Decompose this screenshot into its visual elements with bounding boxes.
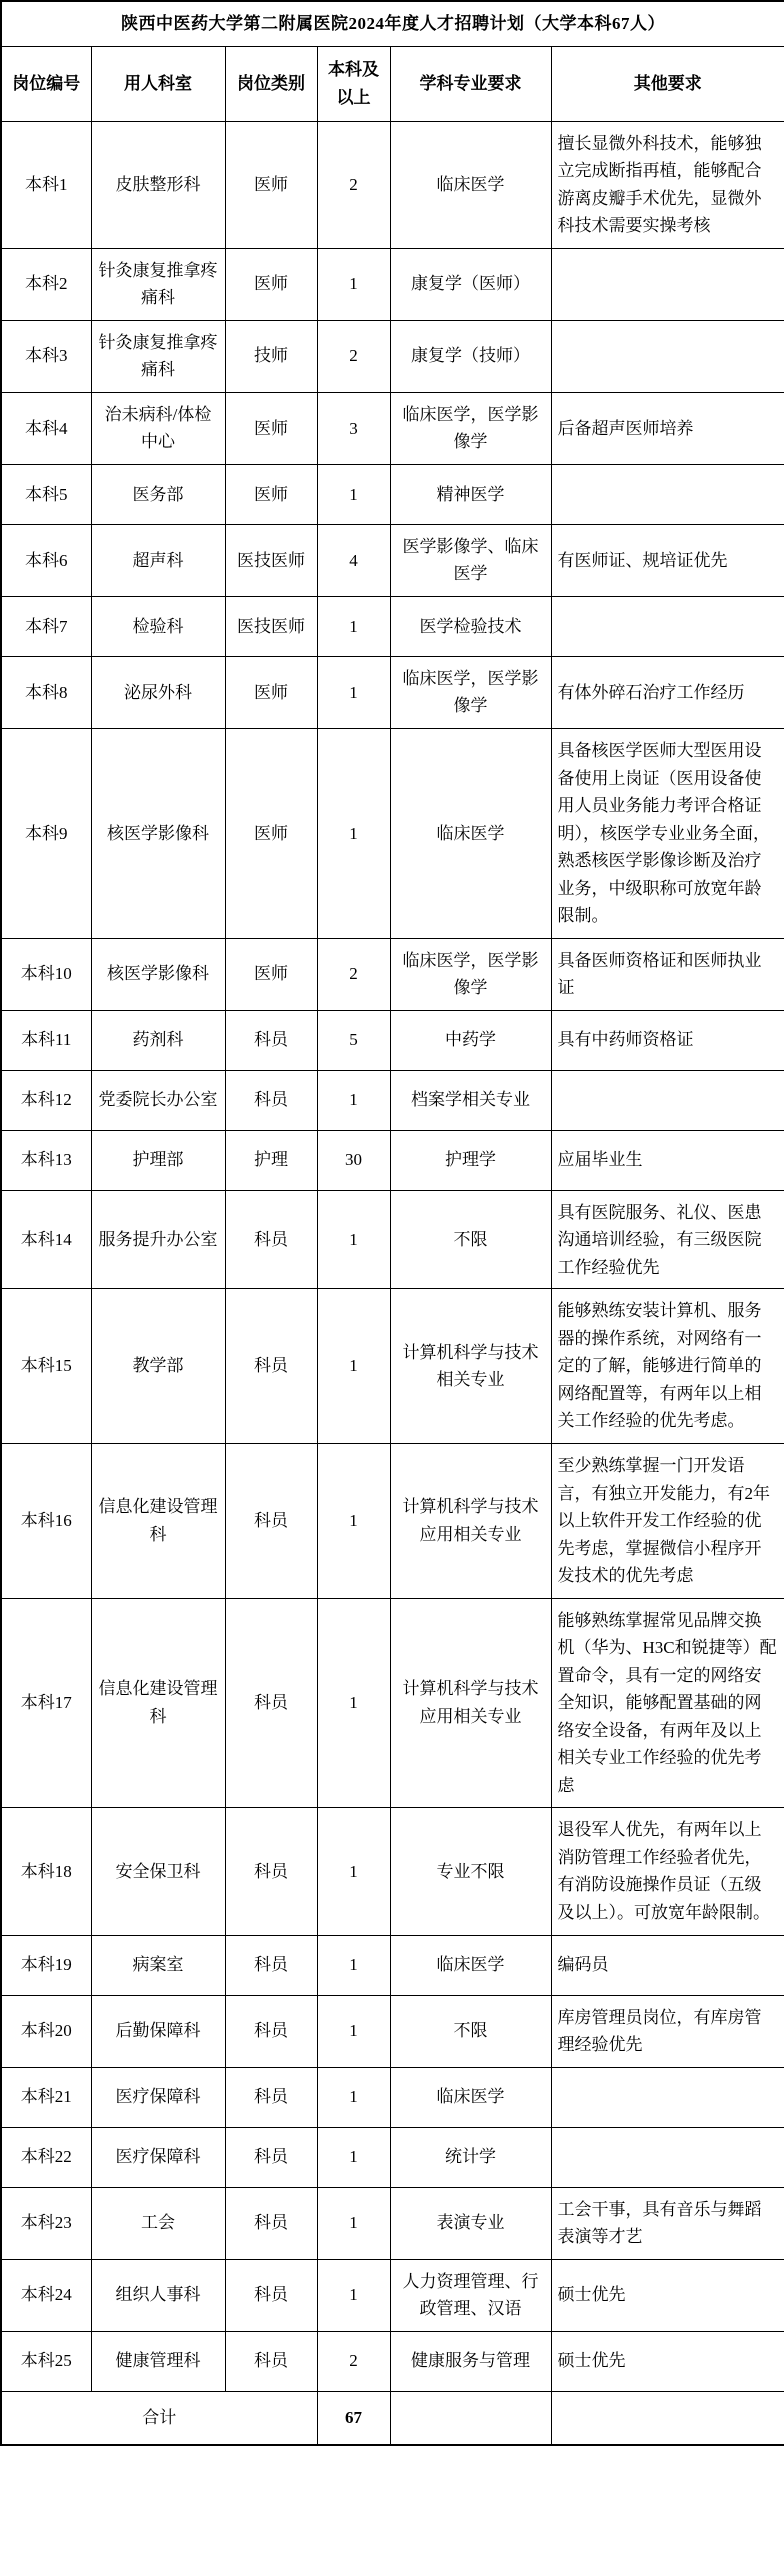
cell-major: 临床医学，医学影像学 [390, 656, 551, 728]
table-row [1, 1995, 784, 2067]
cell-category: 医师 [225, 464, 317, 524]
cell-position-id: 本科25 [1, 2331, 91, 2391]
total-label: 合计 [1, 2391, 317, 2445]
cell-position-id: 本科19 [1, 1935, 91, 1995]
cell-major: 不限 [390, 1995, 551, 2067]
cell-category: 科员 [225, 2127, 317, 2187]
cell-major: 不限 [390, 1190, 551, 1289]
cell-other-requirements: 编码员 [551, 1935, 784, 1995]
cell-department: 医疗保障科 [91, 2067, 225, 2127]
cell-category: 护理 [225, 1130, 317, 1190]
cell-other-requirements [551, 320, 784, 392]
cell-position-id: 本科14 [1, 1190, 91, 1289]
cell-major: 计算机科学与技术应用相关专业 [390, 1444, 551, 1599]
cell-count: 1 [317, 2187, 390, 2259]
table-row [1, 1010, 784, 1070]
cell-count: 2 [317, 121, 390, 248]
cell-other-requirements [551, 1070, 784, 1130]
cell-other-requirements: 库房管理员岗位，有库房管理经验优先 [551, 1995, 784, 2067]
cell-category: 科员 [225, 1995, 317, 2067]
table-row [1, 464, 784, 524]
cell-category: 技师 [225, 320, 317, 392]
cell-count: 1 [317, 248, 390, 320]
cell-count: 1 [317, 1190, 390, 1289]
cell-count: 1 [317, 1598, 390, 1808]
header-row [1, 46, 784, 121]
table-row [1, 1935, 784, 1995]
header-other-requirements: 其他要求 [551, 46, 784, 121]
cell-major: 临床医学 [390, 1935, 551, 1995]
cell-count: 5 [317, 1010, 390, 1070]
cell-department: 针灸康复推拿疼痛科 [91, 320, 225, 392]
cell-count: 30 [317, 1130, 390, 1190]
cell-department: 服务提升办公室 [91, 1190, 225, 1289]
cell-department: 治未病科/体检中心 [91, 392, 225, 464]
cell-category: 医师 [225, 248, 317, 320]
cell-other-requirements: 能够熟练安装计算机、服务器的操作系统，对网络有一定的了解，能够进行简单的网络配置等，有两年以上相关工作经验的优先考虑。 [551, 1289, 784, 1444]
total-major-empty [390, 2391, 551, 2445]
cell-department: 工会 [91, 2187, 225, 2259]
cell-other-requirements: 有体外碎石治疗工作经历 [551, 656, 784, 728]
cell-other-requirements [551, 596, 784, 656]
cell-department: 医务部 [91, 464, 225, 524]
cell-category: 医师 [225, 392, 317, 464]
cell-other-requirements: 至少熟练掌握一门开发语言，有独立开发能力，有2年以上软件开发工作经验的优先考虑，掌握微信小程序开发技术的优先考虑 [551, 1444, 784, 1599]
cell-position-id: 本科6 [1, 524, 91, 596]
cell-other-requirements: 具有中药师资格证 [551, 1010, 784, 1070]
cell-department: 健康管理科 [91, 2331, 225, 2391]
cell-other-requirements: 退役军人优先，有两年以上消防管理工作经验者优先，有消防设施操作员证（五级及以上）。可放宽年龄限制。 [551, 1808, 784, 1935]
cell-other-requirements: 硕士优先 [551, 2259, 784, 2331]
cell-other-requirements: 硕士优先 [551, 2331, 784, 2391]
cell-department: 检验科 [91, 596, 225, 656]
cell-department: 后勤保障科 [91, 1995, 225, 2067]
cell-position-id: 本科18 [1, 1808, 91, 1935]
table-row [1, 248, 784, 320]
table-row [1, 1070, 784, 1130]
cell-count: 2 [317, 320, 390, 392]
table-row [1, 121, 784, 248]
table-row [1, 2127, 784, 2187]
cell-category: 科员 [225, 1289, 317, 1444]
cell-category: 科员 [225, 1190, 317, 1289]
table-row [1, 596, 784, 656]
table-head [1, 1, 784, 121]
cell-position-id: 本科24 [1, 2259, 91, 2331]
cell-major: 计算机科学与技术相关专业 [390, 1289, 551, 1444]
cell-other-requirements: 能够熟练掌握常见品牌交换机（华为、H3C和锐捷等）配置命令，具有一定的网络安全知识，能够配置基础的网络安全设备，有两年及以上相关专业工作经验的优先考虑 [551, 1598, 784, 1808]
cell-other-requirements [551, 464, 784, 524]
cell-position-id: 本科7 [1, 596, 91, 656]
cell-major: 医学检验技术 [390, 596, 551, 656]
table-row [1, 320, 784, 392]
cell-category: 医技医师 [225, 524, 317, 596]
cell-category: 医技医师 [225, 596, 317, 656]
table-row [1, 2259, 784, 2331]
total-other-empty [551, 2391, 784, 2445]
header-major: 学科专业要求 [390, 46, 551, 121]
cell-major: 康复学（技师） [390, 320, 551, 392]
cell-category: 科员 [225, 2259, 317, 2331]
cell-major: 精神医学 [390, 464, 551, 524]
cell-count: 2 [317, 938, 390, 1010]
cell-count: 4 [317, 524, 390, 596]
cell-count: 1 [317, 1808, 390, 1935]
header-department: 用人科室 [91, 46, 225, 121]
cell-position-id: 本科12 [1, 1070, 91, 1130]
cell-position-id: 本科8 [1, 656, 91, 728]
cell-department: 党委院长办公室 [91, 1070, 225, 1130]
table-row [1, 2187, 784, 2259]
cell-category: 科员 [225, 2067, 317, 2127]
cell-position-id: 本科5 [1, 464, 91, 524]
table-row [1, 2067, 784, 2127]
cell-category: 科员 [225, 2331, 317, 2391]
cell-department: 安全保卫科 [91, 1808, 225, 1935]
table-row [1, 1444, 784, 1599]
cell-position-id: 本科10 [1, 938, 91, 1010]
cell-department: 针灸康复推拿疼痛科 [91, 248, 225, 320]
total-row [1, 2391, 784, 2445]
cell-department: 教学部 [91, 1289, 225, 1444]
cell-other-requirements: 后备超声医师培养 [551, 392, 784, 464]
table-row [1, 1289, 784, 1444]
cell-position-id: 本科20 [1, 1995, 91, 2067]
cell-major: 人力资理管理、行政管理、汉语 [390, 2259, 551, 2331]
cell-department: 护理部 [91, 1130, 225, 1190]
header-position-id: 岗位编号 [1, 46, 91, 121]
cell-position-id: 本科2 [1, 248, 91, 320]
cell-count: 1 [317, 1935, 390, 1995]
cell-category: 科员 [225, 1010, 317, 1070]
table-row [1, 524, 784, 596]
cell-count: 1 [317, 728, 390, 938]
cell-other-requirements: 具备医师资格证和医师执业证 [551, 938, 784, 1010]
cell-other-requirements: 工会干事，具有音乐与舞蹈表演等才艺 [551, 2187, 784, 2259]
cell-position-id: 本科17 [1, 1598, 91, 1808]
cell-other-requirements: 擅长显微外科技术，能够独立完成断指再植，能够配合游离皮瓣手术优先，显微外科技术需要实操考核 [551, 121, 784, 248]
page-title: 陕西中医药大学第二附属医院2024年度人才招聘计划（大学本科67人） [1, 1, 784, 46]
cell-other-requirements: 有医师证、规培证优先 [551, 524, 784, 596]
table-row [1, 938, 784, 1010]
cell-major: 临床医学，医学影像学 [390, 938, 551, 1010]
cell-department: 组织人事科 [91, 2259, 225, 2331]
cell-category: 科员 [225, 1598, 317, 1808]
cell-count: 1 [317, 596, 390, 656]
cell-department: 核医学影像科 [91, 938, 225, 1010]
cell-department: 核医学影像科 [91, 728, 225, 938]
cell-count: 1 [317, 2127, 390, 2187]
cell-major: 表演专业 [390, 2187, 551, 2259]
cell-position-id: 本科4 [1, 392, 91, 464]
table-row [1, 392, 784, 464]
table-row [1, 1130, 784, 1190]
cell-major: 档案学相关专业 [390, 1070, 551, 1130]
cell-other-requirements: 具备核医学医师大型医用设备使用上岗证（医用设备使用人员业务能力考评合格证明），核医学专业业务全面，熟悉核医学影像诊断及治疗业务，中级职称可放宽年龄限制。 [551, 728, 784, 938]
cell-position-id: 本科9 [1, 728, 91, 938]
cell-major: 护理学 [390, 1130, 551, 1190]
table-row [1, 2331, 784, 2391]
cell-major: 专业不限 [390, 1808, 551, 1935]
cell-department: 信息化建设管理科 [91, 1444, 225, 1599]
cell-count: 1 [317, 1289, 390, 1444]
cell-other-requirements: 应届毕业生 [551, 1130, 784, 1190]
cell-position-id: 本科1 [1, 121, 91, 248]
cell-major: 临床医学 [390, 2067, 551, 2127]
cell-category: 科员 [225, 1808, 317, 1935]
cell-other-requirements [551, 2067, 784, 2127]
table-row [1, 1598, 784, 1808]
cell-major: 健康服务与管理 [390, 2331, 551, 2391]
cell-category: 医师 [225, 728, 317, 938]
table-row [1, 656, 784, 728]
cell-major: 医学影像学、临床医学 [390, 524, 551, 596]
cell-major: 统计学 [390, 2127, 551, 2187]
cell-department: 医疗保障科 [91, 2127, 225, 2187]
cell-department: 药剂科 [91, 1010, 225, 1070]
table-row [1, 1190, 784, 1289]
cell-department: 信息化建设管理科 [91, 1598, 225, 1808]
cell-category: 科员 [225, 1070, 317, 1130]
cell-major: 临床医学 [390, 121, 551, 248]
cell-position-id: 本科15 [1, 1289, 91, 1444]
cell-other-requirements: 具有医院服务、礼仪、医患沟通培训经验，有三级医院工作经验优先 [551, 1190, 784, 1289]
cell-count: 1 [317, 1995, 390, 2067]
cell-category: 医师 [225, 656, 317, 728]
cell-count: 2 [317, 2331, 390, 2391]
cell-major: 中药学 [390, 1010, 551, 1070]
cell-category: 科员 [225, 1935, 317, 1995]
cell-count: 1 [317, 1070, 390, 1130]
cell-count: 1 [317, 1444, 390, 1599]
cell-position-id: 本科11 [1, 1010, 91, 1070]
cell-position-id: 本科22 [1, 2127, 91, 2187]
table-body [1, 121, 784, 2391]
cell-position-id: 本科21 [1, 2067, 91, 2127]
cell-category: 科员 [225, 1444, 317, 1599]
cell-department: 皮肤整形科 [91, 121, 225, 248]
cell-category: 科员 [225, 2187, 317, 2259]
cell-count: 1 [317, 2259, 390, 2331]
header-degree: 本科及以上 [317, 46, 390, 121]
table-foot [1, 2391, 784, 2445]
cell-department: 超声科 [91, 524, 225, 596]
cell-other-requirements [551, 248, 784, 320]
cell-major: 临床医学，医学影像学 [390, 392, 551, 464]
table-row [1, 1808, 784, 1935]
cell-department: 病案室 [91, 1935, 225, 1995]
header-category: 岗位类别 [225, 46, 317, 121]
cell-major: 康复学（医师） [390, 248, 551, 320]
cell-count: 1 [317, 656, 390, 728]
cell-count: 1 [317, 2067, 390, 2127]
cell-major: 临床医学 [390, 728, 551, 938]
cell-position-id: 本科3 [1, 320, 91, 392]
table-row [1, 728, 784, 938]
cell-position-id: 本科13 [1, 1130, 91, 1190]
cell-category: 医师 [225, 938, 317, 1010]
cell-position-id: 本科16 [1, 1444, 91, 1599]
cell-other-requirements [551, 2127, 784, 2187]
title-row [1, 1, 784, 46]
cell-count: 3 [317, 392, 390, 464]
cell-position-id: 本科23 [1, 2187, 91, 2259]
cell-category: 医师 [225, 121, 317, 248]
cell-count: 1 [317, 464, 390, 524]
cell-major: 计算机科学与技术应用相关专业 [390, 1598, 551, 1808]
cell-department: 泌尿外科 [91, 656, 225, 728]
total-count: 67 [317, 2391, 390, 2445]
